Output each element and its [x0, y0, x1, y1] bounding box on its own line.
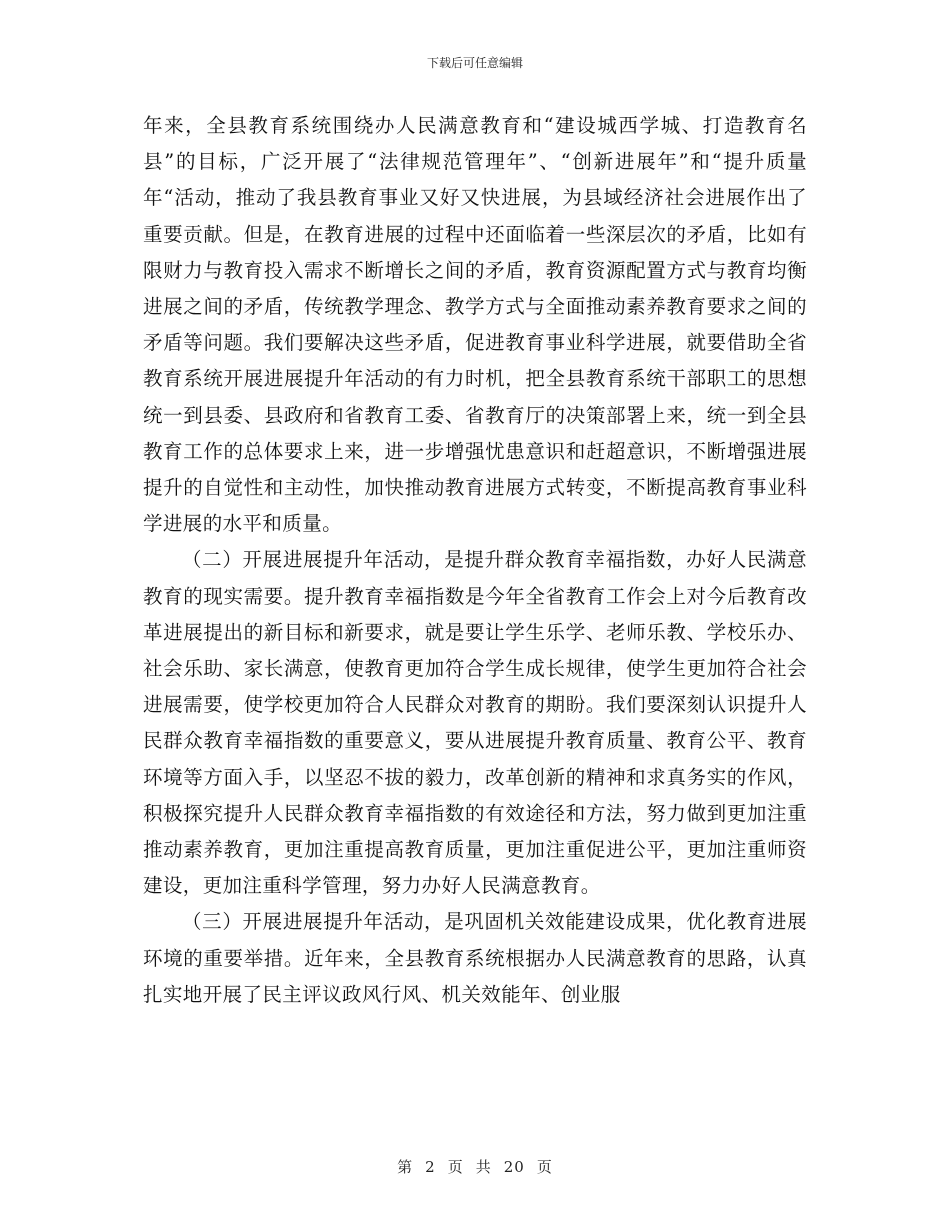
paragraph-3: （三）开展进展提升年活动，是巩固机关效能建设成果，优化教育进展环境的重要举措。近年来，全县教育系统根据办人民满意教育的思路，认真扎实地开展了民主评议政风行风、机关效能年、创业服 — [143, 910, 807, 1006]
page-label: 页 — [447, 1158, 464, 1176]
total-label: 共 — [475, 1158, 492, 1176]
page-header-note: 下载后可任意编辑 — [426, 56, 523, 70]
page-prefix: 第 — [397, 1158, 414, 1176]
page-suffix: 页 — [536, 1158, 553, 1176]
document-body — [143, 108, 807, 1013]
current-page: 2 — [425, 1158, 436, 1176]
total-pages: 20 — [503, 1158, 525, 1176]
page-number — [0, 1156, 950, 1177]
paragraph-1: 年来，全县教育系统围绕办人民满意教育和“建设城西学城、打造教育名县”的目标，广泛开展了“法律规范管理年”、“创新进展年”和“提升质量年“活动，推动了我县教育事业又好又快进展，为县域经济社会进展作出了重要贡献。但是，在教育进展的过程中还面临着一些深层次的矛盾，比如有限财力与教育投入需求不断增长之间的矛盾，教育资源配置方式与教育均衡进展之间的矛盾，传统教学理念、教学方式与全面推动素养教育要求之间的矛盾等问题。我们要解决这些矛盾，促进教育事业科学进展，就要借助全省教育系统开展进展提升年活动的有力时机，把全县教育系统干部职工的思想统一到县委、县政府和省教育工委、省教育厅的决策部署上来，统一到全县教育工作的总体要求上来，进一步增强忧患意识和赶超意识，不断增强进展提升的自觉性和主动性，加快推动教育进展方式转变，不断提高教育事业科学进展的水平和质量。 — [143, 114, 807, 536]
paragraph-2: （二）开展进展提升年活动，是提升群众教育幸福指数，办好人民满意教育的现实需要。提升教育幸福指数是今年全省教育工作会上对今后教育改革进展提出的新目标和新要求，就是要让学生乐学、老师乐教、学校乐办、社会乐助、家长满意，使教育更加符合学生成长规律，使学生更加符合社会进展需要，使学校更加符合人民群众对教育的期盼。我们要深刻认识提升人民群众教育幸福指数的重要意义，要从进展提升教育质量、教育公平、教育环境等方面入手，以坚忍不拔的毅力，改革创新的精神和求真务实的作风，积极探究提升人民群众教育幸福指数的有效途径和方法，努力做到更加注重推动素养教育，更加注重提高教育质量，更加注重促进公平，更加注重师资建设，更加注重科学管理，努力办好人民满意教育。 — [143, 548, 807, 898]
